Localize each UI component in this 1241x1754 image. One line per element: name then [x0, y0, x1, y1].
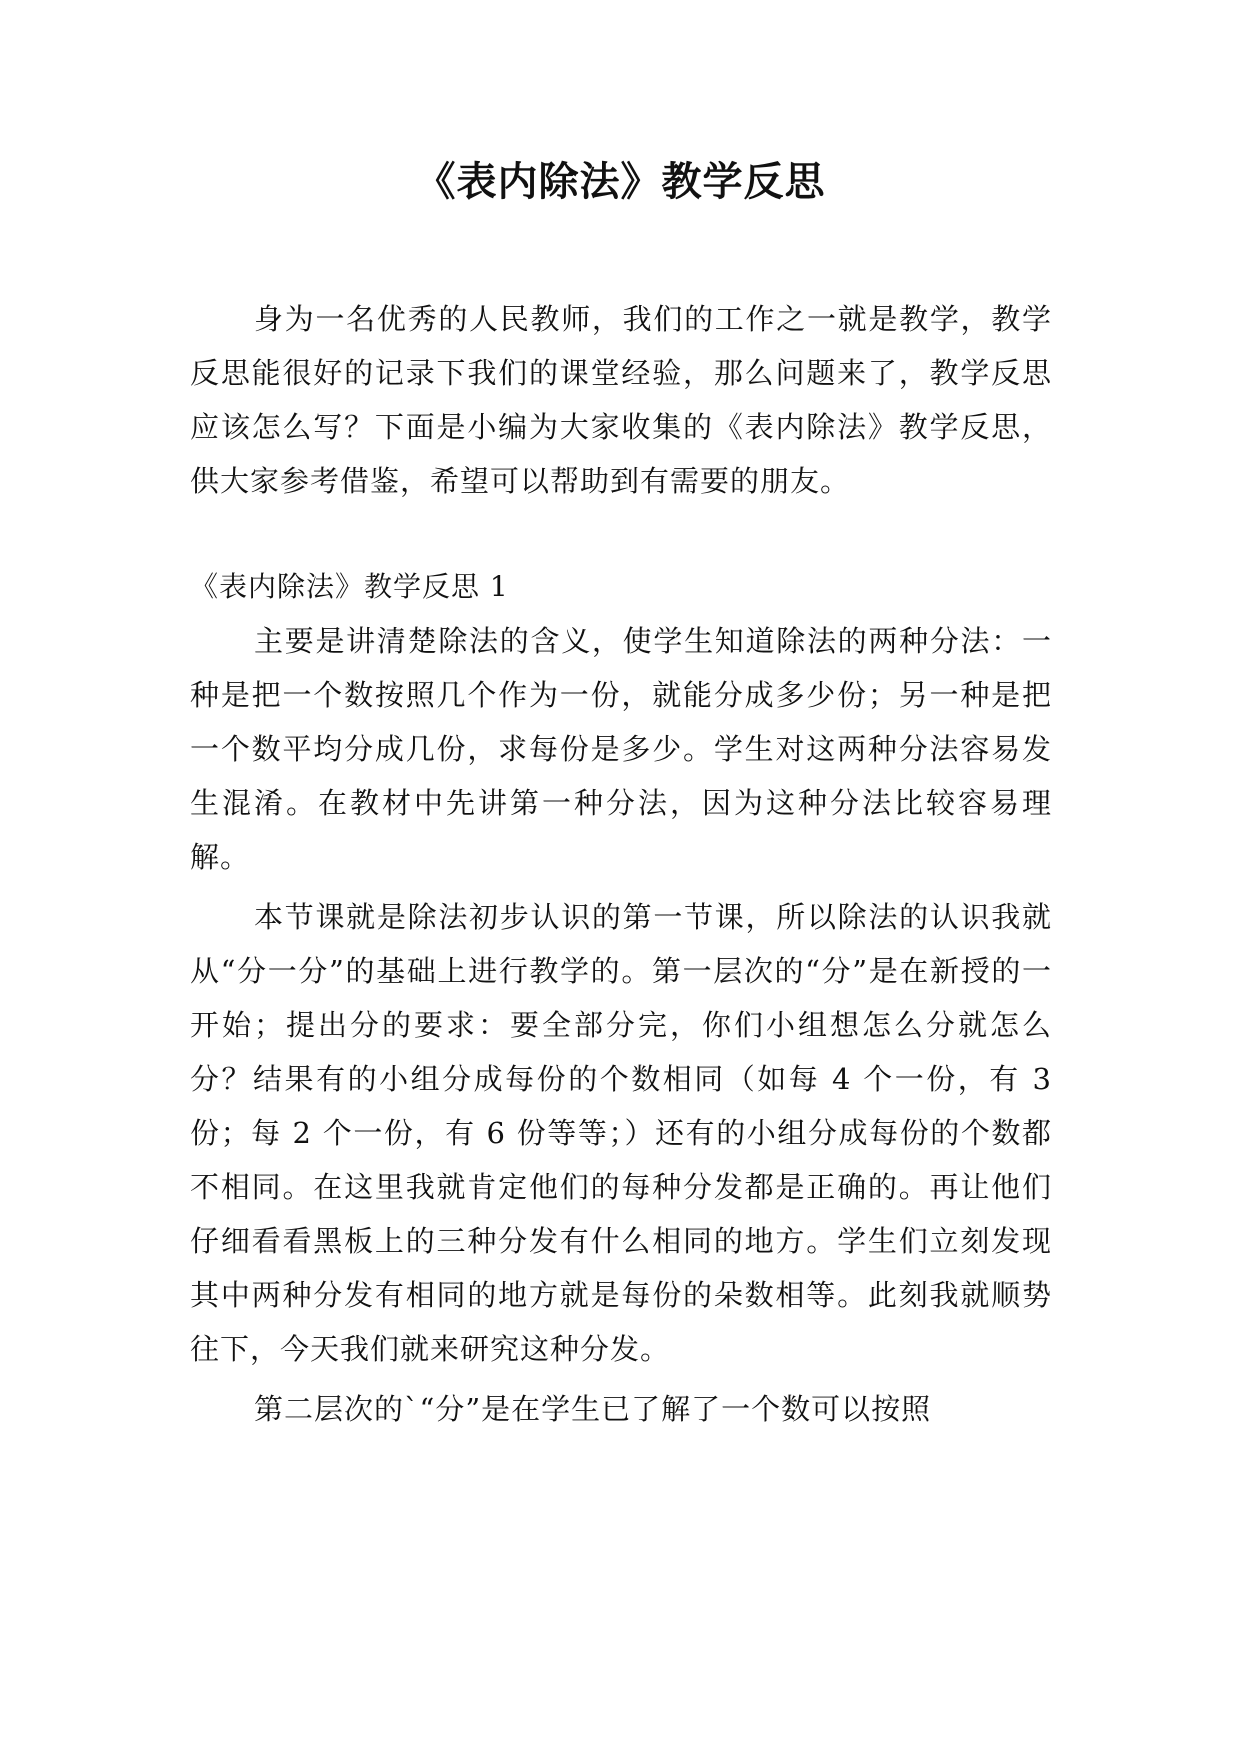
section-title: 《表内除法》教学反思 1 — [190, 570, 509, 603]
document-title: 《表内除法》教学反思 — [415, 159, 826, 205]
intro-paragraph: 身为一名优秀的人民教师，我们的工作之一就是教学，教学反思能很好的记录下我们的课堂经验，那么问题来了，教学反思应该怎么写？下面是小编为大家收集的《表内除法》教学反思，供大家参考借鉴，希望可以帮助到有需要的朋友。 — [190, 302, 1052, 498]
body-paragraph-2: 本节课就是除法初步认识的第一节课，所以除法的认识我就从“分一分”的基础上进行教学的。第一层次的“分”是在新授的一开始；提出分的要求：要全部分完，你们小组想怎么分就怎么分？结果有的小组分成每份的个数相同（如每 4 个一份，有 3 份；每 2 个一份，有 6 份等等；）还有的小组分成每份的个数都不相同。在这里我就肯定他们的每种分发都是正确的。再让他们仔细看看黑板上的三种分发有什么相同的地方。学生们立刻发现其中两种分发有相同的地方就是每份的朵数相等。此刻我就顺势往下，今天我们就来研究这种分发。 — [190, 900, 1052, 1366]
body-paragraph-3: 第二层次的`“分”是在学生已了解了一个数可以按照 — [254, 1392, 932, 1426]
document-body — [190, 292, 1052, 1436]
body-paragraph-1: 主要是讲清楚除法的含义，使学生知道除法的两种分法：一种是把一个数按照几个作为一份，就能分成多少份；另一种是把一个数平均分成几份，求每份是多少。学生对这两种分法容易发生混淆。在教材中先讲第一种分法，因为这种分法比较容易理解。 — [190, 624, 1052, 874]
